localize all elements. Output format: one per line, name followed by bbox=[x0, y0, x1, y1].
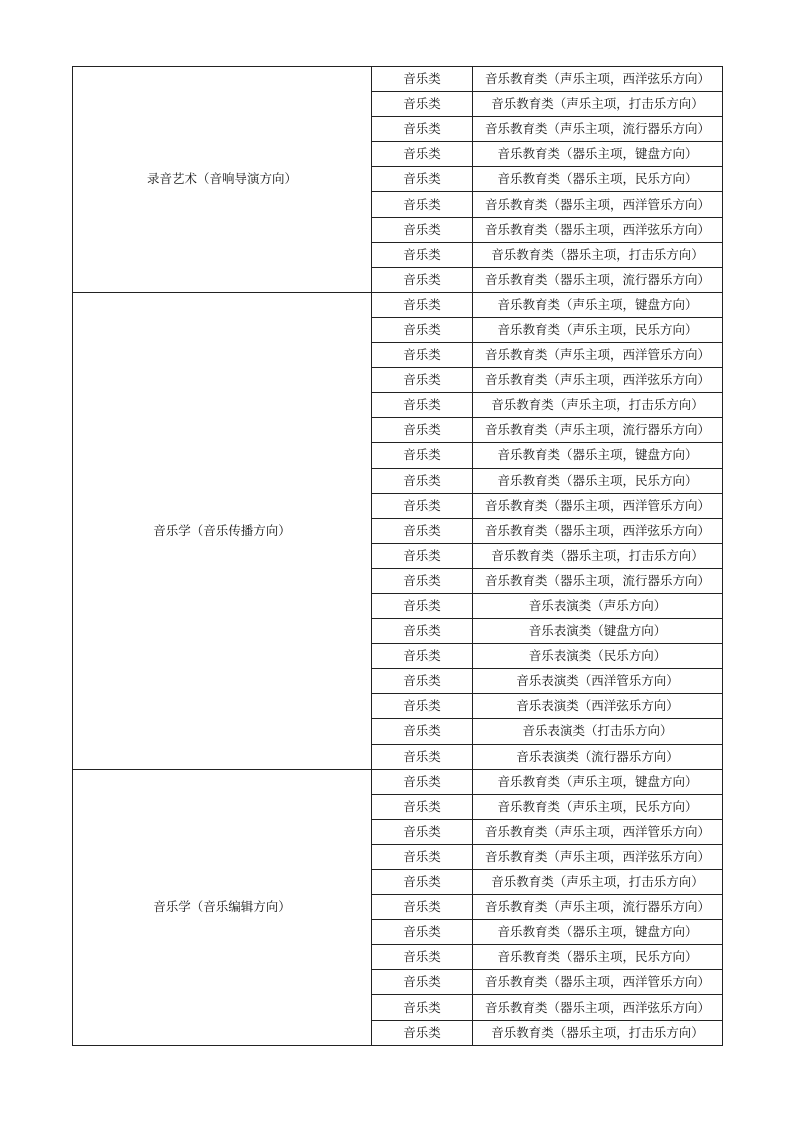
exam-direction-cell: 音乐教育类（器乐主项，西洋管乐方向） bbox=[473, 493, 723, 518]
exam-direction-cell: 音乐教育类（器乐主项，流行器乐方向） bbox=[473, 568, 723, 593]
exam-direction-cell: 音乐教育类（器乐主项，民乐方向） bbox=[473, 468, 723, 493]
exam-direction-cell: 音乐表演类（键盘方向） bbox=[473, 619, 723, 644]
exam-direction-cell: 音乐教育类（声乐主项，民乐方向） bbox=[473, 794, 723, 819]
exam-category-cell: 音乐类 bbox=[372, 343, 473, 368]
exam-direction-cell: 音乐表演类（西洋弦乐方向） bbox=[473, 694, 723, 719]
exam-direction-cell: 音乐教育类（声乐主项，西洋弦乐方向） bbox=[473, 844, 723, 869]
table-row bbox=[73, 67, 723, 92]
exam-direction-cell: 音乐教育类（器乐主项，西洋管乐方向） bbox=[473, 970, 723, 995]
exam-direction-cell: 音乐教育类（声乐主项，流行器乐方向） bbox=[473, 895, 723, 920]
exam-direction-cell: 音乐教育类（声乐主项，流行器乐方向） bbox=[473, 117, 723, 142]
exam-category-cell: 音乐类 bbox=[372, 543, 473, 568]
table-body bbox=[73, 67, 723, 1046]
major-category-table bbox=[72, 66, 723, 1046]
exam-direction-cell: 音乐教育类（声乐主项，键盘方向） bbox=[473, 292, 723, 317]
exam-category-cell: 音乐类 bbox=[372, 117, 473, 142]
exam-direction-cell: 音乐教育类（声乐主项，流行器乐方向） bbox=[473, 418, 723, 443]
exam-direction-cell: 音乐表演类（声乐方向） bbox=[473, 593, 723, 618]
exam-direction-cell: 音乐教育类（声乐主项，民乐方向） bbox=[473, 317, 723, 342]
exam-direction-cell: 音乐教育类（声乐主项，键盘方向） bbox=[473, 769, 723, 794]
exam-category-cell: 音乐类 bbox=[372, 794, 473, 819]
exam-category-cell: 音乐类 bbox=[372, 669, 473, 694]
exam-direction-cell: 音乐教育类（器乐主项，民乐方向） bbox=[473, 945, 723, 970]
exam-category-cell: 音乐类 bbox=[372, 995, 473, 1020]
exam-direction-cell: 音乐表演类（西洋管乐方向） bbox=[473, 669, 723, 694]
exam-direction-cell: 音乐教育类（器乐主项，西洋弦乐方向） bbox=[473, 518, 723, 543]
major-name-cell: 音乐学（音乐传播方向） bbox=[73, 292, 372, 769]
exam-category-cell: 音乐类 bbox=[372, 217, 473, 242]
exam-direction-cell: 音乐教育类（声乐主项，西洋管乐方向） bbox=[473, 819, 723, 844]
exam-category-cell: 音乐类 bbox=[372, 870, 473, 895]
exam-category-cell: 音乐类 bbox=[372, 92, 473, 117]
exam-category-cell: 音乐类 bbox=[372, 468, 473, 493]
exam-category-cell: 音乐类 bbox=[372, 443, 473, 468]
table-row bbox=[73, 769, 723, 794]
exam-category-cell: 音乐类 bbox=[372, 769, 473, 794]
exam-category-cell: 音乐类 bbox=[372, 67, 473, 92]
exam-direction-cell: 音乐教育类（器乐主项，西洋管乐方向） bbox=[473, 192, 723, 217]
exam-category-cell: 音乐类 bbox=[372, 368, 473, 393]
exam-category-cell: 音乐类 bbox=[372, 619, 473, 644]
exam-category-cell: 音乐类 bbox=[372, 819, 473, 844]
exam-category-cell: 音乐类 bbox=[372, 920, 473, 945]
exam-direction-cell: 音乐教育类（器乐主项，西洋弦乐方向） bbox=[473, 217, 723, 242]
exam-category-cell: 音乐类 bbox=[372, 970, 473, 995]
exam-direction-cell: 音乐教育类（器乐主项，打击乐方向） bbox=[473, 1020, 723, 1045]
exam-direction-cell: 音乐教育类（声乐主项，西洋弦乐方向） bbox=[473, 368, 723, 393]
exam-direction-cell: 音乐教育类（器乐主项，打击乐方向） bbox=[473, 242, 723, 267]
exam-category-cell: 音乐类 bbox=[372, 292, 473, 317]
exam-direction-cell: 音乐教育类（器乐主项，打击乐方向） bbox=[473, 543, 723, 568]
exam-direction-cell: 音乐表演类（流行器乐方向） bbox=[473, 744, 723, 769]
exam-direction-cell: 音乐表演类（打击乐方向） bbox=[473, 719, 723, 744]
exam-category-cell: 音乐类 bbox=[372, 493, 473, 518]
exam-category-cell: 音乐类 bbox=[372, 142, 473, 167]
exam-direction-cell: 音乐教育类（器乐主项，键盘方向） bbox=[473, 920, 723, 945]
exam-category-cell: 音乐类 bbox=[372, 418, 473, 443]
exam-direction-cell: 音乐教育类（声乐主项，打击乐方向） bbox=[473, 92, 723, 117]
exam-category-cell: 音乐类 bbox=[372, 242, 473, 267]
exam-direction-cell: 音乐教育类（器乐主项，键盘方向） bbox=[473, 142, 723, 167]
exam-category-cell: 音乐类 bbox=[372, 192, 473, 217]
exam-direction-cell: 音乐教育类（声乐主项，打击乐方向） bbox=[473, 870, 723, 895]
exam-category-cell: 音乐类 bbox=[372, 945, 473, 970]
exam-direction-cell: 音乐教育类（器乐主项，流行器乐方向） bbox=[473, 267, 723, 292]
exam-category-cell: 音乐类 bbox=[372, 719, 473, 744]
exam-category-cell: 音乐类 bbox=[372, 317, 473, 342]
exam-direction-cell: 音乐教育类（声乐主项，打击乐方向） bbox=[473, 393, 723, 418]
exam-direction-cell: 音乐教育类（声乐主项，西洋管乐方向） bbox=[473, 343, 723, 368]
exam-direction-cell: 音乐表演类（民乐方向） bbox=[473, 644, 723, 669]
exam-category-cell: 音乐类 bbox=[372, 568, 473, 593]
exam-category-cell: 音乐类 bbox=[372, 744, 473, 769]
major-name-cell: 录音艺术（音响导演方向） bbox=[73, 67, 372, 293]
exam-category-cell: 音乐类 bbox=[372, 694, 473, 719]
table-row bbox=[73, 292, 723, 317]
exam-category-cell: 音乐类 bbox=[372, 644, 473, 669]
exam-category-cell: 音乐类 bbox=[372, 1020, 473, 1045]
exam-category-cell: 音乐类 bbox=[372, 167, 473, 192]
exam-category-cell: 音乐类 bbox=[372, 267, 473, 292]
exam-category-cell: 音乐类 bbox=[372, 844, 473, 869]
exam-direction-cell: 音乐教育类（器乐主项，民乐方向） bbox=[473, 167, 723, 192]
exam-direction-cell: 音乐教育类（器乐主项，键盘方向） bbox=[473, 443, 723, 468]
major-name-cell: 音乐学（音乐编辑方向） bbox=[73, 769, 372, 1045]
exam-direction-cell: 音乐教育类（声乐主项，西洋弦乐方向） bbox=[473, 67, 723, 92]
exam-category-cell: 音乐类 bbox=[372, 895, 473, 920]
exam-category-cell: 音乐类 bbox=[372, 518, 473, 543]
exam-direction-cell: 音乐教育类（器乐主项，西洋弦乐方向） bbox=[473, 995, 723, 1020]
exam-category-cell: 音乐类 bbox=[372, 393, 473, 418]
exam-category-cell: 音乐类 bbox=[372, 593, 473, 618]
